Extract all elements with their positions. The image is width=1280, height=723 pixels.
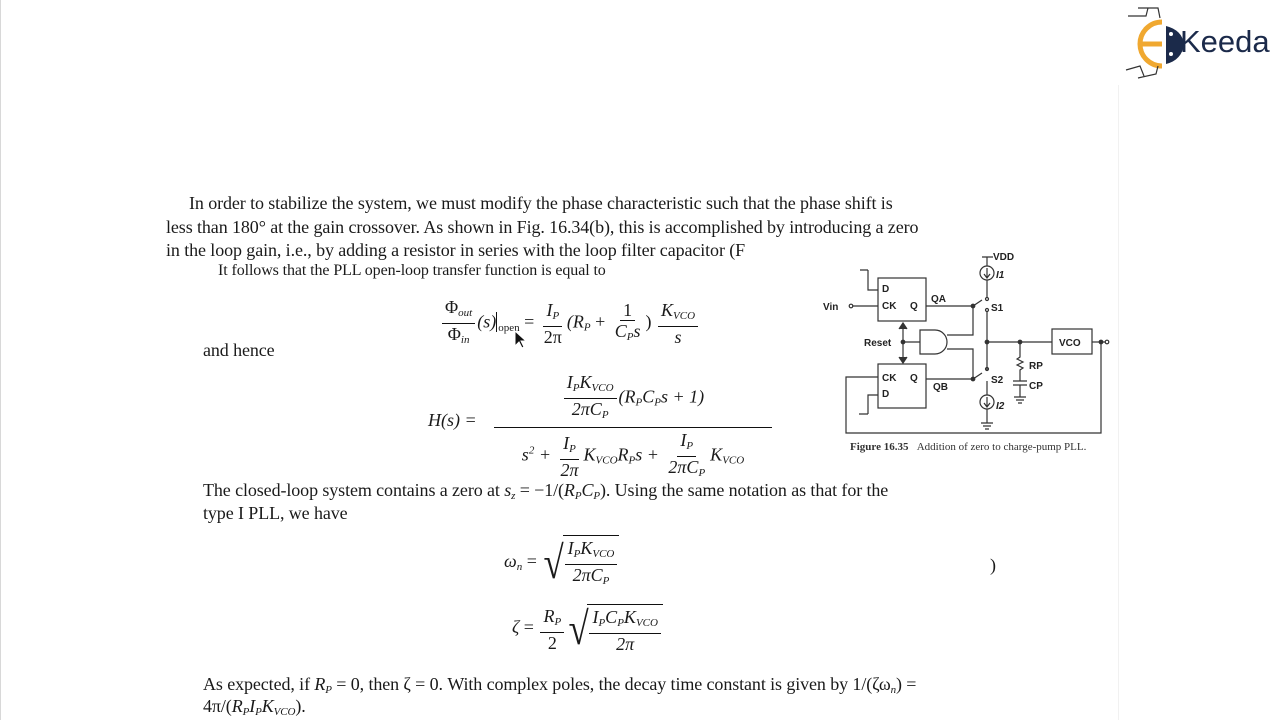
label-ck-a: CK	[882, 301, 897, 312]
para1-line3: in the loop gain, i.e., by adding a resistor in series with the loop filter capacitor (F	[166, 240, 746, 260]
label-d-b: D	[882, 389, 890, 400]
label-s1: S1	[991, 303, 1004, 314]
label-ck-b: CK	[882, 373, 897, 384]
label-qb: QB	[933, 382, 948, 393]
flipflop-b	[878, 364, 926, 408]
stray-paren: )	[990, 555, 996, 575]
para3-line2: type I PLL, we have	[203, 503, 348, 523]
figure-charge-pump-pll	[815, 245, 1125, 460]
label-vco: VCO	[1059, 338, 1081, 349]
h-of-s-label: H(s) =	[428, 410, 477, 430]
and-hence-text: and hence	[203, 340, 275, 360]
para3-line1: The closed-loop system contains a zero at $s_z = -1/(R_PC_P)$. Using the same notation as that for the	[203, 480, 889, 502]
ekeeda-logo	[1118, 4, 1278, 80]
label-i2: I2	[996, 401, 1005, 412]
label-i1: I1	[996, 270, 1005, 281]
equation-omega-n: $\omega_n$ = √ $\frac{I_PK_{VCO}}{2\pi C_P}$	[504, 535, 619, 591]
left-border	[0, 0, 1, 720]
para1-line2: less than 180° at the gain crossover. As shown in Fig. 16.34(b), this is accomplished by introducing a zero	[166, 217, 919, 237]
equation-h-of-s: $\frac{I_PK_{VCO}}{2\pi C_P}$ $(R_PC_Ps + 1)$ $s^2$ + $\frac{I_P}{2\pi}$ $K_{VCO}R_Ps$ + $\frac{I_P}{2\pi C_P}$ $K_{VCO}$	[494, 372, 772, 483]
label-q-a: Q	[910, 301, 918, 312]
para2: It follows that the PLL open-loop transfer function is equal to	[218, 262, 606, 279]
equation-open-loop: $\frac{\Phi_{out}}{\Phi_{in}}$ (s) $_{open}$ = $\frac{I_P}{2\pi}$ ($R_P$ + $\frac{1}{C_Ps}$ ) $\frac{K_{VCO}}{s}$	[440, 297, 700, 350]
label-qa: QA	[931, 294, 946, 305]
equation-zeta: ζ = $\frac{R_P}{2}$ √ $\frac{I_PC_PK_{VCO}}{2\pi}$	[512, 604, 663, 654]
mouse-cursor-icon	[514, 330, 528, 355]
para1-line1: In order to stabilize the system, we must modify the phase characteristic such that the phase shift is	[189, 193, 893, 213]
label-cp: CP	[1029, 381, 1043, 392]
figure-caption: Figure 16.35 Addition of zero to charge-pump PLL.	[850, 441, 1087, 453]
label-vdd: VDD	[993, 252, 1015, 263]
label-s2: S2	[991, 375, 1004, 386]
label-reset: Reset	[864, 338, 892, 349]
logo-text: Keeda	[1180, 24, 1270, 59]
label-vin: Vin	[823, 302, 839, 313]
label-rp: RP	[1029, 361, 1043, 372]
label-d-a: D	[882, 284, 890, 295]
label-q-b: Q	[910, 373, 918, 384]
para4-line1: As expected, if $R_P = 0$, then ζ = 0. With complex poles, the decay time constant is given by $1/(\zeta\omega_n)$ =	[203, 674, 917, 696]
para4-line2: $4\pi/(R_PI_PK_{VCO})$.	[203, 696, 306, 718]
